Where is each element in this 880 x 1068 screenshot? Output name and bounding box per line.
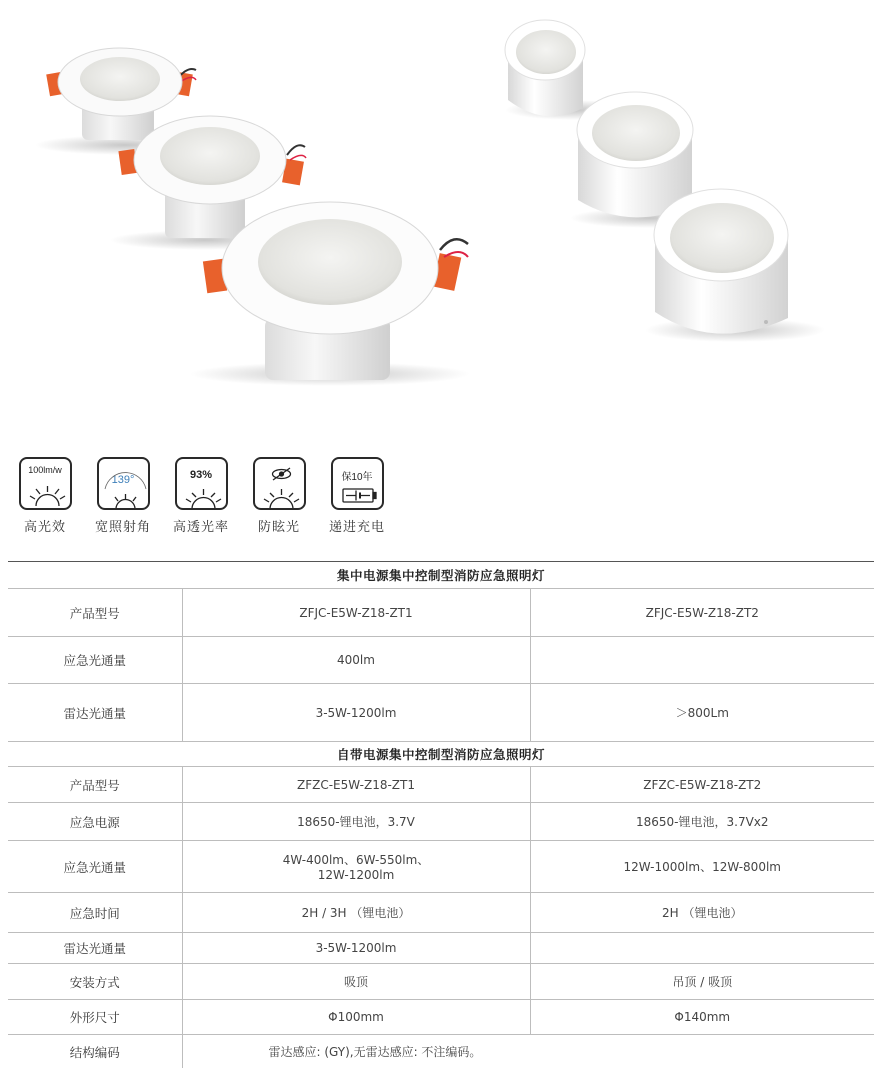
cell-value: 18650-锂电池，3.7Vx2 — [530, 803, 874, 841]
feature-label: 递进充电 — [328, 520, 385, 535]
table-row — [8, 964, 874, 1000]
cell-value: ZFJC-E5W-Z18-ZT2 — [530, 589, 874, 637]
table-row — [8, 841, 874, 893]
cell-value: 吊顶 / 吸顶 — [530, 964, 874, 1000]
cell-value: 18650-锂电池，3.7V — [182, 803, 530, 841]
cell-line: 12W-1200lm — [317, 868, 395, 882]
row-label: 外形尺寸 — [8, 1000, 182, 1035]
table-row — [8, 637, 874, 684]
cell-value: 12W-1000lm、12W-800lm — [530, 841, 874, 893]
table-row — [8, 589, 874, 637]
spec-table — [8, 561, 874, 1068]
row-label: 结构编码 — [8, 1035, 182, 1068]
surface-light-3 — [645, 189, 825, 342]
cell-value: ZFZC-E5W-Z18-ZT2 — [530, 767, 874, 803]
feature-anti-glare — [242, 457, 316, 535]
row-label: 应急光通量 — [8, 841, 182, 893]
feature-badge: 保10年 — [341, 472, 373, 483]
feature-wide-angle — [86, 457, 160, 535]
cell-value: 3-5W-1200lm — [182, 933, 530, 964]
row-label: 雷达光通量 — [8, 684, 182, 742]
row-label: 产品型号 — [8, 589, 182, 637]
feature-progressive-charge — [320, 457, 394, 535]
product-illustration — [0, 0, 880, 420]
cell-value: 400lm — [182, 637, 530, 684]
feature-badge: 100lm/w — [28, 465, 62, 475]
feature-badge: 93% — [189, 469, 213, 481]
cell-value — [530, 933, 874, 964]
anti-glare-icon — [253, 457, 306, 510]
table-row — [8, 767, 874, 803]
section-header-row — [8, 742, 874, 767]
table-row — [8, 1000, 874, 1035]
feature-transmittance — [164, 457, 238, 535]
cell-value: ＞800Lm — [530, 684, 874, 742]
battery-icon — [331, 457, 384, 510]
cell-line: 4W-400lm、6W-550lm、 — [282, 853, 430, 867]
structure-code-note: 雷达感应: (GY),无雷达感应: 不注编码。 — [182, 1035, 874, 1068]
cell-value — [530, 637, 874, 684]
row-label: 产品型号 — [8, 767, 182, 803]
row-label: 应急时间 — [8, 893, 182, 933]
cell-value: 2H （锂电池） — [530, 893, 874, 933]
cell-value: Φ100mm — [182, 1000, 530, 1035]
feature-icons — [8, 457, 408, 547]
feature-badge: 139° — [111, 474, 135, 486]
feature-label: 高光效 — [23, 520, 66, 535]
row-label: 安装方式 — [8, 964, 182, 1000]
table-row — [8, 933, 874, 964]
section-header-row — [8, 562, 874, 589]
cell-value: ZFJC-E5W-Z18-ZT1 — [182, 589, 530, 637]
cell-value: Φ140mm — [530, 1000, 874, 1035]
table-row — [8, 893, 874, 933]
cell-value: 2H / 3H （锂电池） — [182, 893, 530, 933]
cell-value-multiline — [182, 841, 530, 893]
section-title-centralized: 集中电源集中控制型消防应急照明灯 — [8, 562, 874, 589]
feature-label: 高透光率 — [172, 520, 229, 535]
cell-value: ZFZC-E5W-Z18-ZT1 — [182, 767, 530, 803]
feature-high-efficiency — [8, 457, 82, 535]
feature-label: 防眩光 — [257, 520, 300, 535]
row-label: 应急光通量 — [8, 637, 182, 684]
section-title-self-powered: 自带电源集中控制型消防应急照明灯 — [8, 742, 874, 767]
transmittance-icon — [175, 457, 228, 510]
table-row — [8, 803, 874, 841]
efficiency-icon — [19, 457, 72, 510]
cell-value: 3-5W-1200lm — [182, 684, 530, 742]
beam-angle-icon — [97, 457, 150, 510]
table-row — [8, 684, 874, 742]
feature-label: 宽照射角 — [94, 520, 151, 535]
cell-value: 吸顶 — [182, 964, 530, 1000]
table-row — [8, 1035, 874, 1068]
row-label: 应急电源 — [8, 803, 182, 841]
row-label: 雷达光通量 — [8, 933, 182, 964]
product-images — [0, 0, 880, 420]
